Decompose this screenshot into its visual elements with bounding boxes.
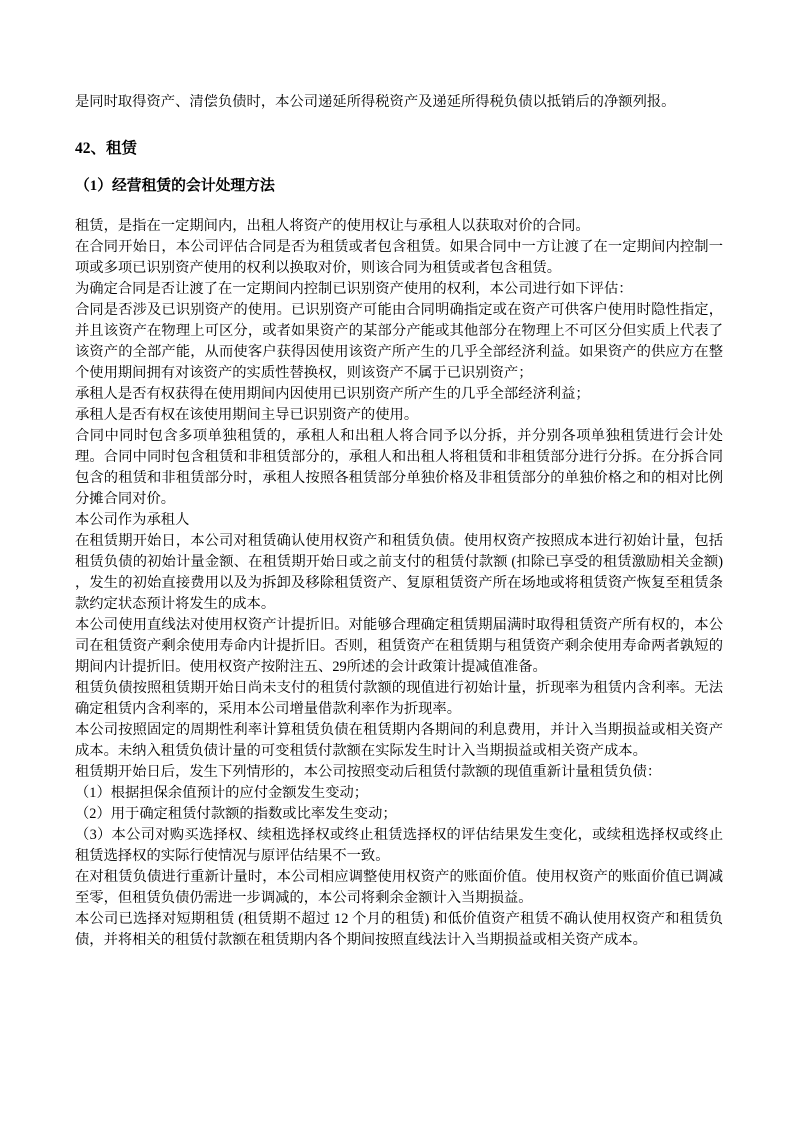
paragraph-lease-definition: 租赁，是指在一定期间内，出租人将资产的使用权让与承租人以获取对价的合同。: [75, 218, 590, 234]
paragraph-interest-expense: 本公司按照固定的周期性利率计算租赁负债在租赁期内各期间的利息费用，并计入当期损益或相关资产成本。未纳入租赁负债计量的可变租赁付款额在实际发生时计入当期损益或相关资产成本。: [75, 722, 723, 759]
body-text: [75, 216, 723, 951]
paragraph-contract-split: 合同中同时包含多项单独租赁的，承租人和出租人将合同予以分拆，并分别各项单独租赁进行会计处理。合同中同时包含租赁和非租赁部分的，承租人和出租人将租赁和非租赁部分进行分拆。在分拆合同包含的租赁和非租赁部分时，承租人按照各租赁部分单独价格及非租赁部分的单独价格之和的相对比例分摊合同对价。: [75, 428, 723, 507]
paragraph-economic-benefits: 承租人是否有权获得在使用期间内因使用已识别资产所产生的几乎全部经济利益；: [75, 386, 590, 402]
list-item-3: （3）本公司对购买选择权、续租选择权或终止租赁选择权的评估结果发生变化，或续租选择权或终止租赁选择权的实际行使情况与原评估结果不一致。: [75, 827, 723, 864]
paragraph-liability-measurement: 租赁负债按照租赁期开始日尚未支付的租赁付款额的现值进行初始计量，折现率为租赁内含利率。无法确定租赁内含利率的，采用本公司增量借款利率作为折现率。: [75, 680, 723, 717]
list-item-1: （1）根据担保余值预计的应付金额发生变动；: [75, 785, 369, 801]
paragraph-carrying-value-adjustment: 在对租赁负债进行重新计量时，本公司相应调整使用权资产的账面价值。使用权资产的账面价值已调减至零，但租赁负债仍需进一步调减的，本公司将剩余金额计入当期损益。: [75, 869, 723, 906]
leading-paragraph: 是同时取得资产、清偿负债时，本公司递延所得税资产及递延所得税负债以抵销后的净额列报。: [75, 94, 676, 110]
document-content: [75, 0, 723, 951]
subsection-heading: （1）经营租赁的会计处理方法: [75, 178, 275, 194]
paragraph-direct-use: 承租人是否有权在该使用期间主导已识别资产的使用。: [75, 407, 419, 423]
paragraph-depreciation: 本公司使用直线法对使用权资产计提折旧。对能够合理确定租赁期届满时取得租赁资产所有权的，本公司在租赁资产剩余使用寿命内计提折旧。否则，租赁资产在租赁期与租赁资产剩余使用寿命两者孰短的期间内计提折旧。使用权资产按附注五、29所述的会计政策计提减值准备。: [75, 617, 723, 675]
paragraph-short-term-lease: 本公司已选择对短期租赁 (租赁期不超过 12 个月的租赁) 和低价值资产租赁不确认使用权资产和租赁负债，并将相关的租赁付款额在租赁期内各个期间按照直线法计入当期损益或相关资产成本。: [75, 911, 723, 948]
paragraph-remeasurement-intro: 租赁期开始日后，发生下列情形的，本公司按照变动后租赁付款额的现值重新计量租赁负债：: [75, 764, 662, 780]
paragraph-initial-measurement: 在租赁期开始日，本公司对租赁确认使用权资产和租赁负债。使用权资产按照成本进行初始计量，包括租赁负债的初始计量金额、在租赁期开始日或之前支付的租赁付款额 (扣除已享受的租赁激励相关金额) ，发生的初始直接费用以及为拆卸及移除租赁资产、复原租赁资产所在场地或将租赁资产恢复至租赁条款约定状态预计将发生的成本。: [75, 533, 723, 612]
section-heading: 42、租赁: [75, 140, 138, 157]
paragraph-contract-assessment: 在合同开始日，本公司评估合同是否为租赁或者包含租赁。如果合同中一方让渡了在一定期间内控制一项或多项已识别资产使用的权利以换取对价，则该合同为租赁或者包含租赁。: [75, 239, 723, 276]
list-item-2: （2）用于确定租赁付款额的指数或比率发生变动；: [75, 806, 397, 822]
paragraph-evaluation-intro: 为确定合同是否让渡了在一定期间内控制已识别资产使用的权利，本公司进行如下评估：: [75, 281, 633, 297]
paragraph-identified-asset: 合同是否涉及已识别资产的使用。已识别资产可能由合同明确指定或在资产可供客户使用时隐性指定，并且该资产在物理上可区分，或者如果资产的某部分产能或其他部分在物理上不可区分但实质上代表了该资产的全部产能，从而使客户获得因使用该资产所产生的几乎全部经济利益。如果资产的供应方在整个使用期间拥有对该资产的实质性替换权，则该资产不属于已识别资产；: [75, 302, 723, 381]
paragraph-as-lessee: 本公司作为承租人: [75, 512, 190, 528]
